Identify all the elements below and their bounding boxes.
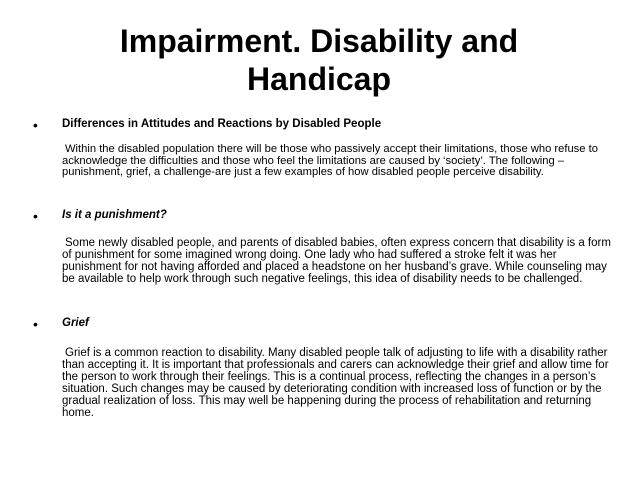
section-body-attitudes: Within the disabled population there will be those who passively accept their limitations, those who refuse to acknowledge the difficulties and those who feel the limitations are caused by ‘society’. The following –punishment, grief, a challenge-are just a few examples of how disabled people perceive disability.: [62, 143, 598, 178]
title-line-1: Impairment. Disability and: [119, 23, 519, 59]
section-heading-grief: Grief: [62, 317, 89, 329]
section-body-grief: Grief is a common reaction to disability. Many disabled people talk of adjusting to life with a disability rather than accepting it. It is important that professionals and carers can acknowledge their grief and allow time for the person to work through their feelings. This is a continual process, reflecting the changes in a person’s situation. Such changes may be caused by deteriorating condition with increased loss of function or by the gradual realization of loss. This may well be happening during the process of rehabilitation and returning home.: [62, 347, 609, 420]
section-body-punishment: Some newly disabled people, and parents of disabled babies, often express concern that disability is a form of punishment for some imagined wrong doing. One lady who had suffered a stroke felt it was her punishment for not having afforded and placed a headstone on her husband’s grave. While counseling may be available to help work through such negative feelings, this idea of disability needs to be challenged.: [62, 237, 611, 286]
bullet-icon: •: [33, 117, 38, 133]
section-heading-punishment: Is it a punishment?: [62, 209, 167, 221]
slide-title: [60, 22, 578, 98]
title-line-2: Handicap: [246, 61, 392, 97]
section-heading-attitudes: Differences in Attitudes and Reactions by Disabled People: [62, 118, 382, 130]
bullet-icon: •: [33, 316, 38, 332]
bullet-icon: •: [33, 208, 38, 224]
